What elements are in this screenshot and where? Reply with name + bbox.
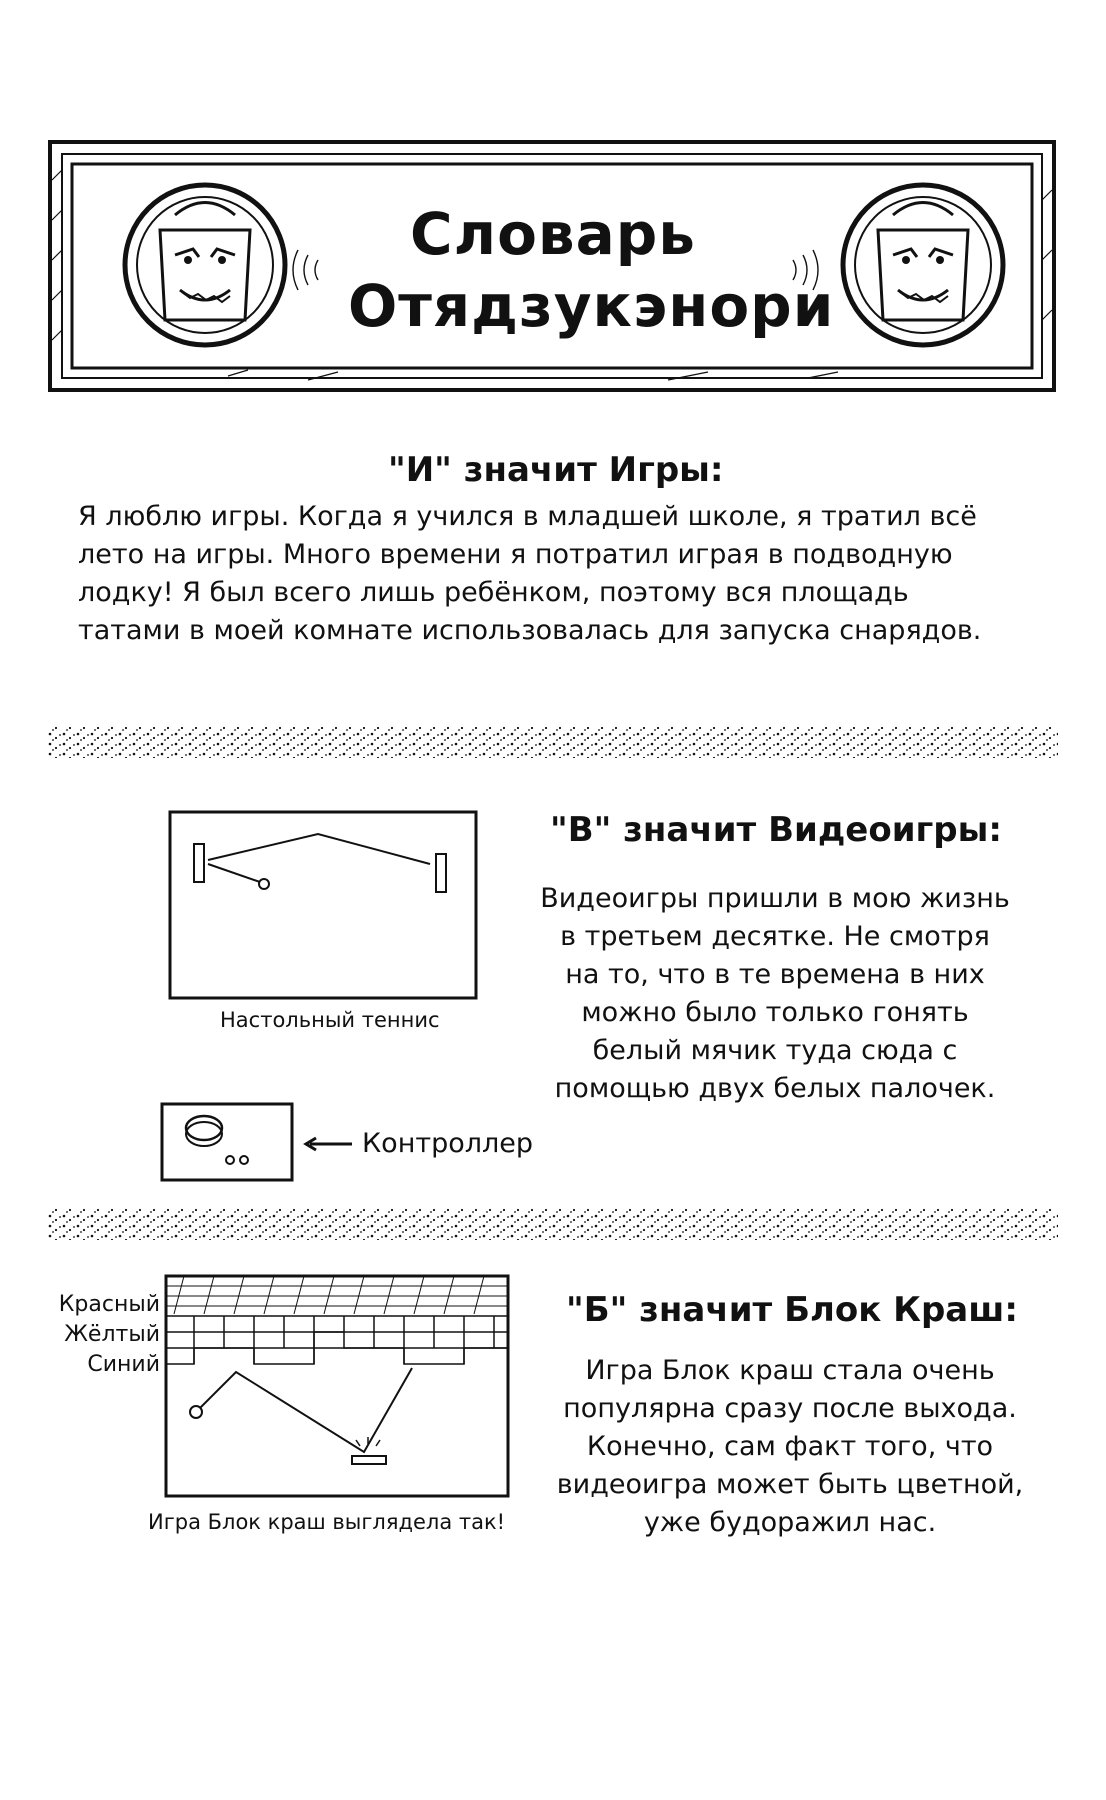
table-tennis-illustration <box>168 810 478 1000</box>
title-banner <box>48 140 1056 392</box>
paragraph-games <box>78 498 981 650</box>
color-label-red: Красный <box>58 1292 160 1317</box>
paragraph-line: лето на игры. Много времени я потратил играя в подводную <box>78 539 953 570</box>
paragraph-line: Игра Блок краш стала очень <box>585 1355 995 1386</box>
tennis-caption: Настольный теннис <box>220 1008 440 1032</box>
block-crash-illustration <box>164 1274 510 1498</box>
dotted-divider <box>48 722 1058 762</box>
stone-face-icon <box>120 170 290 360</box>
paragraph-block-crash <box>540 1352 1040 1542</box>
arrow-left-icon <box>302 1136 354 1152</box>
paragraph-line: Конечно, сам факт того, что <box>586 1431 994 1462</box>
controller-illustration <box>158 1100 298 1186</box>
heading-video-games: "В" значит Видеоигры: <box>550 810 1002 850</box>
title-line-2: Отядзукэнори <box>348 272 835 340</box>
paragraph-line: можно было только гонять <box>581 997 969 1028</box>
page-title <box>348 198 835 342</box>
color-label-yellow: Жёлтый <box>64 1322 160 1347</box>
paragraph-line: помощью двух белых палочек. <box>554 1073 996 1104</box>
controller-label: Контроллер <box>362 1128 533 1159</box>
paragraph-line: белый мячик туда сюда с <box>592 1035 958 1066</box>
paragraph-line: Видеоигры пришли в мою жизнь <box>540 883 1010 914</box>
dotted-divider <box>48 1204 1058 1244</box>
paragraph-line: на то, что в те времена в них <box>565 959 985 990</box>
paragraph-line: татами в моей комнате использовалась для запуска снарядов. <box>78 615 982 646</box>
paragraph-video-games <box>520 880 1030 1108</box>
title-line-1: Словарь <box>410 200 696 268</box>
paragraph-line: лодку! Я был всего лишь ребёнком, поэтому вся площадь <box>78 577 909 608</box>
heading-block-crash: "Б" значит Блок Краш: <box>566 1290 1018 1330</box>
paragraph-line: популярна сразу после выхода. <box>563 1393 1017 1424</box>
paragraph-line: уже будоражил нас. <box>643 1507 937 1538</box>
block-color-labels <box>52 1290 160 1380</box>
paragraph-line: в третьем десятке. Не смотря <box>560 921 990 952</box>
paragraph-line: Я люблю игры. Когда я учился в младшей школе, я тратил всё <box>78 501 977 532</box>
heading-games: "И" значит Игры: <box>388 450 724 490</box>
color-label-blue: Синий <box>87 1352 160 1377</box>
paragraph-line: видеоигра может быть цветной, <box>556 1469 1024 1500</box>
block-crash-caption: Игра Блок краш выглядела так! <box>148 1510 506 1534</box>
stone-face-icon <box>838 170 1008 360</box>
